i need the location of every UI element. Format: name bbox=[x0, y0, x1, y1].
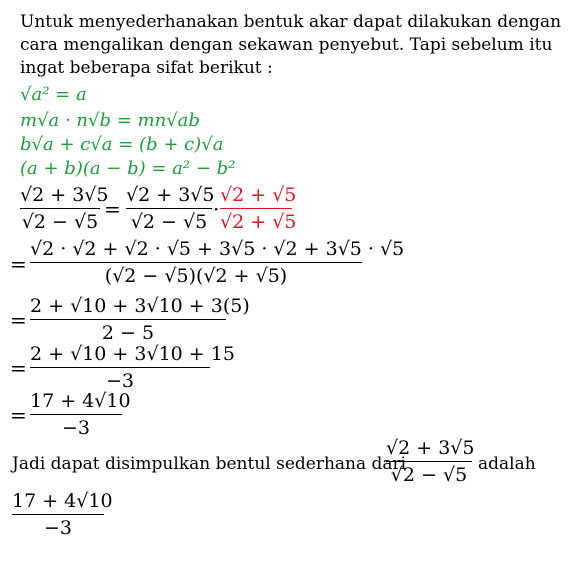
step3-denominator: 2 − 5 bbox=[101, 322, 155, 344]
step2-equals: = bbox=[10, 252, 27, 276]
property-2: m√a · n√b = mn√ab bbox=[20, 110, 200, 131]
step2-denominator: (√2 − √5)(√2 + √5) bbox=[104, 265, 288, 287]
step4-denominator: −3 bbox=[105, 370, 134, 392]
conclusion-text: Jadi dapat disimpulkan bentul sederhana dari bbox=[12, 454, 407, 474]
fraction-bar bbox=[30, 262, 362, 263]
step2-fraction bbox=[30, 237, 405, 288]
step1-equals: = bbox=[104, 197, 121, 221]
intro-line-1: Untuk menyederhanakan bentuk akar dapat dilakukan dengan bbox=[20, 12, 562, 32]
fraction-bar bbox=[12, 514, 104, 515]
fraction-bar bbox=[386, 461, 472, 462]
step5-equals: = bbox=[10, 403, 27, 427]
step1-left-denominator: √2 − √5 bbox=[21, 211, 99, 233]
result-denominator: −3 bbox=[43, 517, 72, 539]
step5-denominator: −3 bbox=[61, 417, 90, 439]
step1-left-fraction bbox=[20, 183, 109, 234]
step1-left-numerator: √2 + 3√5 bbox=[20, 184, 109, 206]
conjugate-denominator: √2 + √5 bbox=[220, 211, 297, 233]
property-4: (a + b)(a − b) = a² − b² bbox=[20, 158, 236, 179]
step1-middle-denominator: √2 − √5 bbox=[130, 211, 208, 233]
fraction-bar bbox=[30, 319, 226, 320]
fraction-bar bbox=[220, 208, 292, 209]
step5-numerator: 17 + 4√10 bbox=[30, 390, 131, 412]
conclusion-original-numerator: √2 + 3√5 bbox=[386, 437, 475, 459]
fraction-bar bbox=[126, 208, 212, 209]
multiply-dot: · bbox=[213, 197, 220, 221]
fraction-bar bbox=[20, 208, 100, 209]
step3-equals: = bbox=[10, 308, 27, 332]
result-numerator: 17 + 4√10 bbox=[12, 490, 113, 512]
step3-fraction bbox=[30, 294, 250, 345]
intro-line-3: ingat beberapa sifat berikut : bbox=[20, 58, 273, 78]
fraction-bar bbox=[30, 414, 122, 415]
step5-fraction bbox=[30, 389, 131, 440]
conclusion-original-fraction bbox=[386, 436, 475, 487]
result-fraction bbox=[12, 489, 113, 540]
step1-middle-numerator: √2 + 3√5 bbox=[126, 184, 215, 206]
conclusion-adalah: adalah bbox=[478, 454, 536, 474]
fraction-bar bbox=[30, 367, 210, 368]
step4-fraction bbox=[30, 342, 235, 393]
conjugate-fraction bbox=[220, 183, 297, 234]
property-1: √a² = a bbox=[20, 84, 87, 105]
step3-numerator: 2 + √10 + 3√10 + 3(5) bbox=[30, 295, 250, 317]
property-3: b√a + c√a = (b + c)√a bbox=[20, 134, 224, 155]
conclusion-original-denominator: √2 − √5 bbox=[390, 464, 468, 486]
intro-line-2: cara mengalikan dengan sekawan penyebut. Tapi sebelum itu bbox=[20, 35, 553, 55]
step2-numerator: √2 · √2 + √2 · √5 + 3√5 · √2 + 3√5 · √5 bbox=[30, 238, 405, 260]
conjugate-numerator: √2 + √5 bbox=[220, 184, 297, 206]
step4-numerator: 2 + √10 + 3√10 + 15 bbox=[30, 343, 235, 365]
step1-middle-fraction bbox=[126, 183, 215, 234]
step4-equals: = bbox=[10, 356, 27, 380]
